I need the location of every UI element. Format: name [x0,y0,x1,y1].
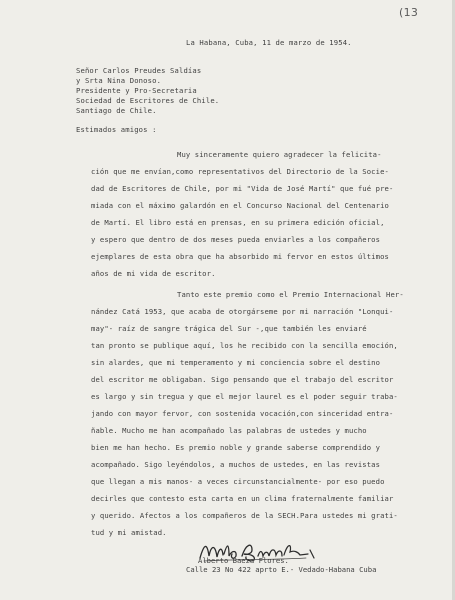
recipient-line: Santiago de Chile. [76,106,157,115]
signer-name: Alberto Baeza Flores. [198,556,289,565]
signer-address: Calle 23 No 422 aprto E.- Vedado-Habana Cuba [186,565,377,574]
text-line: tud y mi amistad. [91,528,167,537]
text-line: may"- raíz de sangre trágica del Sur -,que también les enviaré [91,324,367,333]
text-line: que llegan a mis manos- a veces circunstancialmente- por eso puedo [91,477,385,486]
text-line: y querido. Afectos a los compañeros de la SECH.Para ustedes mi grati- [91,511,398,520]
text-line: miada con el máximo galardón en el Concurso Nacional del Centenario [91,201,389,210]
text-line: Muy sinceramente quiero agradecer la felicita- [177,150,382,159]
text-line: ñable. Mucho me han acompañado las palabras de ustedes y mucho [91,426,367,435]
signature-block [186,556,377,574]
text-line: acompañado. Sigo leyéndolos, a muchos de ustedes, en las revistas [91,460,381,469]
text-line: tan pronto se publique aquí, los he recibido con la sencilla emoción, [91,341,398,350]
archive-page-number: (13 [399,6,419,19]
text-line: Tanto este premio como el Premio Internacional Her- [177,290,404,299]
text-line: de Martí. El libro está en prensas, en su primera edición oficial, [91,218,385,227]
text-line: decirles que contesto esta carta en un clima fraternalmente familiar [91,494,394,503]
text-line: bien me han hecho. Es premio noble y grande saberse comprendido y [91,443,381,452]
text-line: sin alardes, que mi temperamento y mi conciencia sobre el destino [91,358,381,367]
recipient-block [76,66,219,116]
text-line: es largo y sin tregua y que el mejor laurel es el poder seguir traba- [91,392,398,401]
text-line: dad de Escritores de Chile, por mi "Vida de José Martí" que fué pre- [91,184,394,193]
text-line: jando con mayor fervor, con sostenida vocación,con sinceridad entra- [91,409,394,418]
recipient-line: Sociedad de Escritores de Chile. [76,96,220,105]
recipient-line: Señor Carlos Preudes Saldías [76,66,202,75]
text-line: del escritor me obligaban. Sigo pensando que el trabajo del escritor [91,375,394,384]
text-line: ejemplares de esta obra que ha absorbido mi fervor en estos últimos [91,252,389,261]
date-line: La Habana, Cuba, 11 de marzo de 1954. [186,38,352,47]
recipient-line: Presidente y Pro-Secretaria [76,86,197,95]
text-line: ción que me envían,como representativos del Directorio de la Socie- [91,167,389,176]
text-line: nández Catá 1953, que acaba de otorgárseme por mi narración "Lonqui- [91,307,394,316]
text-line: años de mi vida de escritor. [91,269,216,278]
recipient-line: y Srta Nina Donoso. [76,76,162,85]
text-line: y espero que dentro de dos meses pueda enviarles a los compañeros [91,235,381,244]
greeting: Estimados amigos : [76,125,157,134]
